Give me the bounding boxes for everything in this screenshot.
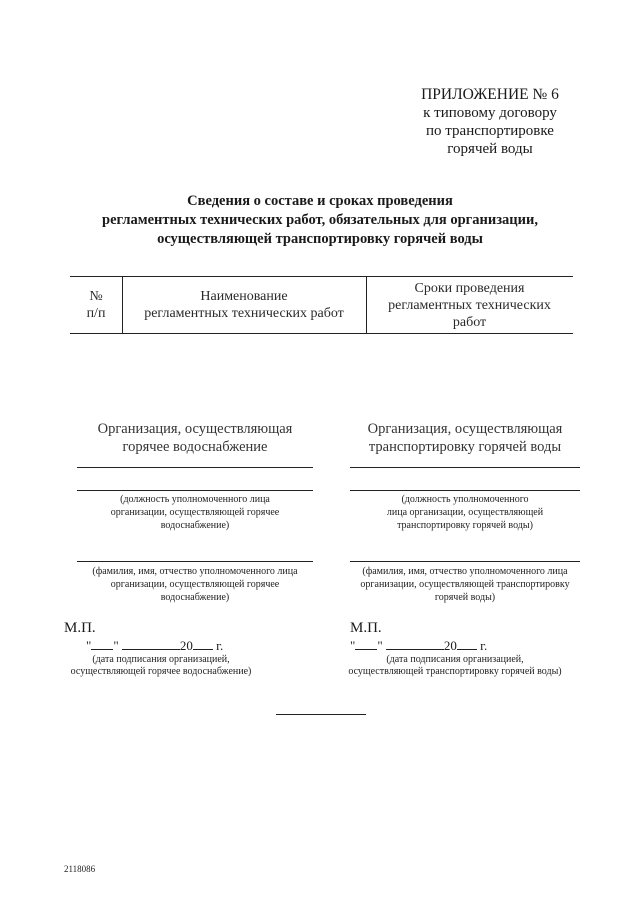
header-line: Наименование (200, 289, 288, 304)
quote-mark: " (350, 638, 356, 653)
right-position-note (345, 493, 585, 532)
left-date-note (56, 654, 266, 678)
left-signature-line (77, 467, 313, 468)
year-prefix: 20 (443, 638, 457, 653)
note-line: лица организации, осуществляющей (386, 507, 544, 518)
works-table-header (70, 276, 573, 334)
day-blank (91, 637, 113, 650)
day-blank (355, 637, 377, 650)
column-header-work-name (122, 277, 366, 333)
caption-line: Организация, осуществляющая (97, 421, 293, 437)
note-line: (фамилия, имя, отчество уполномоченного лица (362, 566, 568, 577)
right-signature-line (350, 467, 580, 468)
left-name-line (77, 561, 313, 562)
note-line: (дата подписания организацией, (386, 654, 524, 665)
annex-line: к типовому договору (423, 105, 557, 121)
header-line: № (89, 289, 103, 304)
caption-line: горячее водоснабжение (122, 439, 268, 455)
quote-mark: " (86, 638, 92, 653)
heading-line: осуществляющей транспортировку горячей воды (157, 231, 483, 247)
note-line: (должность уполномоченного (401, 494, 529, 505)
left-position-line (77, 490, 313, 491)
right-name-line (350, 561, 580, 562)
closing-separator (276, 714, 366, 715)
caption-line: транспортировку горячей воды (368, 439, 562, 455)
header-line: работ (452, 314, 487, 330)
annex-line: по транспортировке (426, 123, 554, 139)
year-suffix: г. (480, 638, 488, 653)
header-line: Сроки проведения (414, 280, 525, 296)
note-line: (фамилия, имя, отчество уполномоченного лица (92, 566, 298, 577)
quote-mark: " (377, 638, 383, 653)
note-line: (дата подписания организацией, (92, 654, 230, 665)
heading-line: регламентных технических работ, обязательных для организации, (102, 212, 538, 228)
right-name-note (345, 565, 585, 604)
column-header-number (70, 277, 122, 333)
left-stamp-label: М.П. (64, 620, 96, 636)
document-heading (60, 192, 580, 249)
year-blank (457, 637, 477, 650)
note-line: осуществляющей транспортировку горячей воды) (348, 666, 562, 677)
year-prefix: 20 (179, 638, 193, 653)
quote-mark: " (113, 638, 119, 653)
caption-line: Организация, осуществляющая (367, 421, 563, 437)
note-line: водоснабжение) (160, 520, 230, 531)
note-line: организации, осуществляющей горячее (110, 579, 280, 590)
right-stamp-label: М.П. (350, 620, 382, 636)
document-number: 2118086 (64, 864, 96, 874)
header-line: регламентных технических (388, 297, 551, 313)
left-date-line (86, 637, 223, 653)
note-line: водоснабжение) (160, 592, 230, 603)
left-org-caption (75, 420, 315, 456)
month-blank (122, 637, 180, 650)
note-line: организации, осуществляющей транспортировку (360, 579, 570, 590)
right-date-line (350, 637, 487, 653)
header-line: п/п (86, 306, 106, 321)
left-name-note (70, 565, 320, 604)
left-position-note (70, 493, 320, 532)
note-line: осуществляющей горячее водоснабжение) (70, 666, 252, 677)
annex-line: горячей воды (447, 141, 533, 157)
right-position-line (350, 490, 580, 491)
year-blank (193, 637, 213, 650)
right-org-caption (345, 420, 585, 456)
column-header-work-terms (366, 277, 573, 333)
heading-line: Сведения о составе и сроках проведения (187, 193, 453, 209)
year-suffix: г. (216, 638, 224, 653)
annex-title: ПРИЛОЖЕНИЕ № 6 (421, 86, 559, 103)
annex-block (380, 86, 600, 158)
note-line: горячей воды) (434, 592, 496, 603)
note-line: транспортировку горячей воды) (397, 520, 533, 531)
note-line: (должность уполномоченного лица (120, 494, 270, 505)
month-blank (386, 637, 444, 650)
header-line: регламентных технических работ (144, 306, 344, 321)
note-line: организации, осуществляющей горячее (110, 507, 280, 518)
right-date-note (335, 654, 575, 678)
